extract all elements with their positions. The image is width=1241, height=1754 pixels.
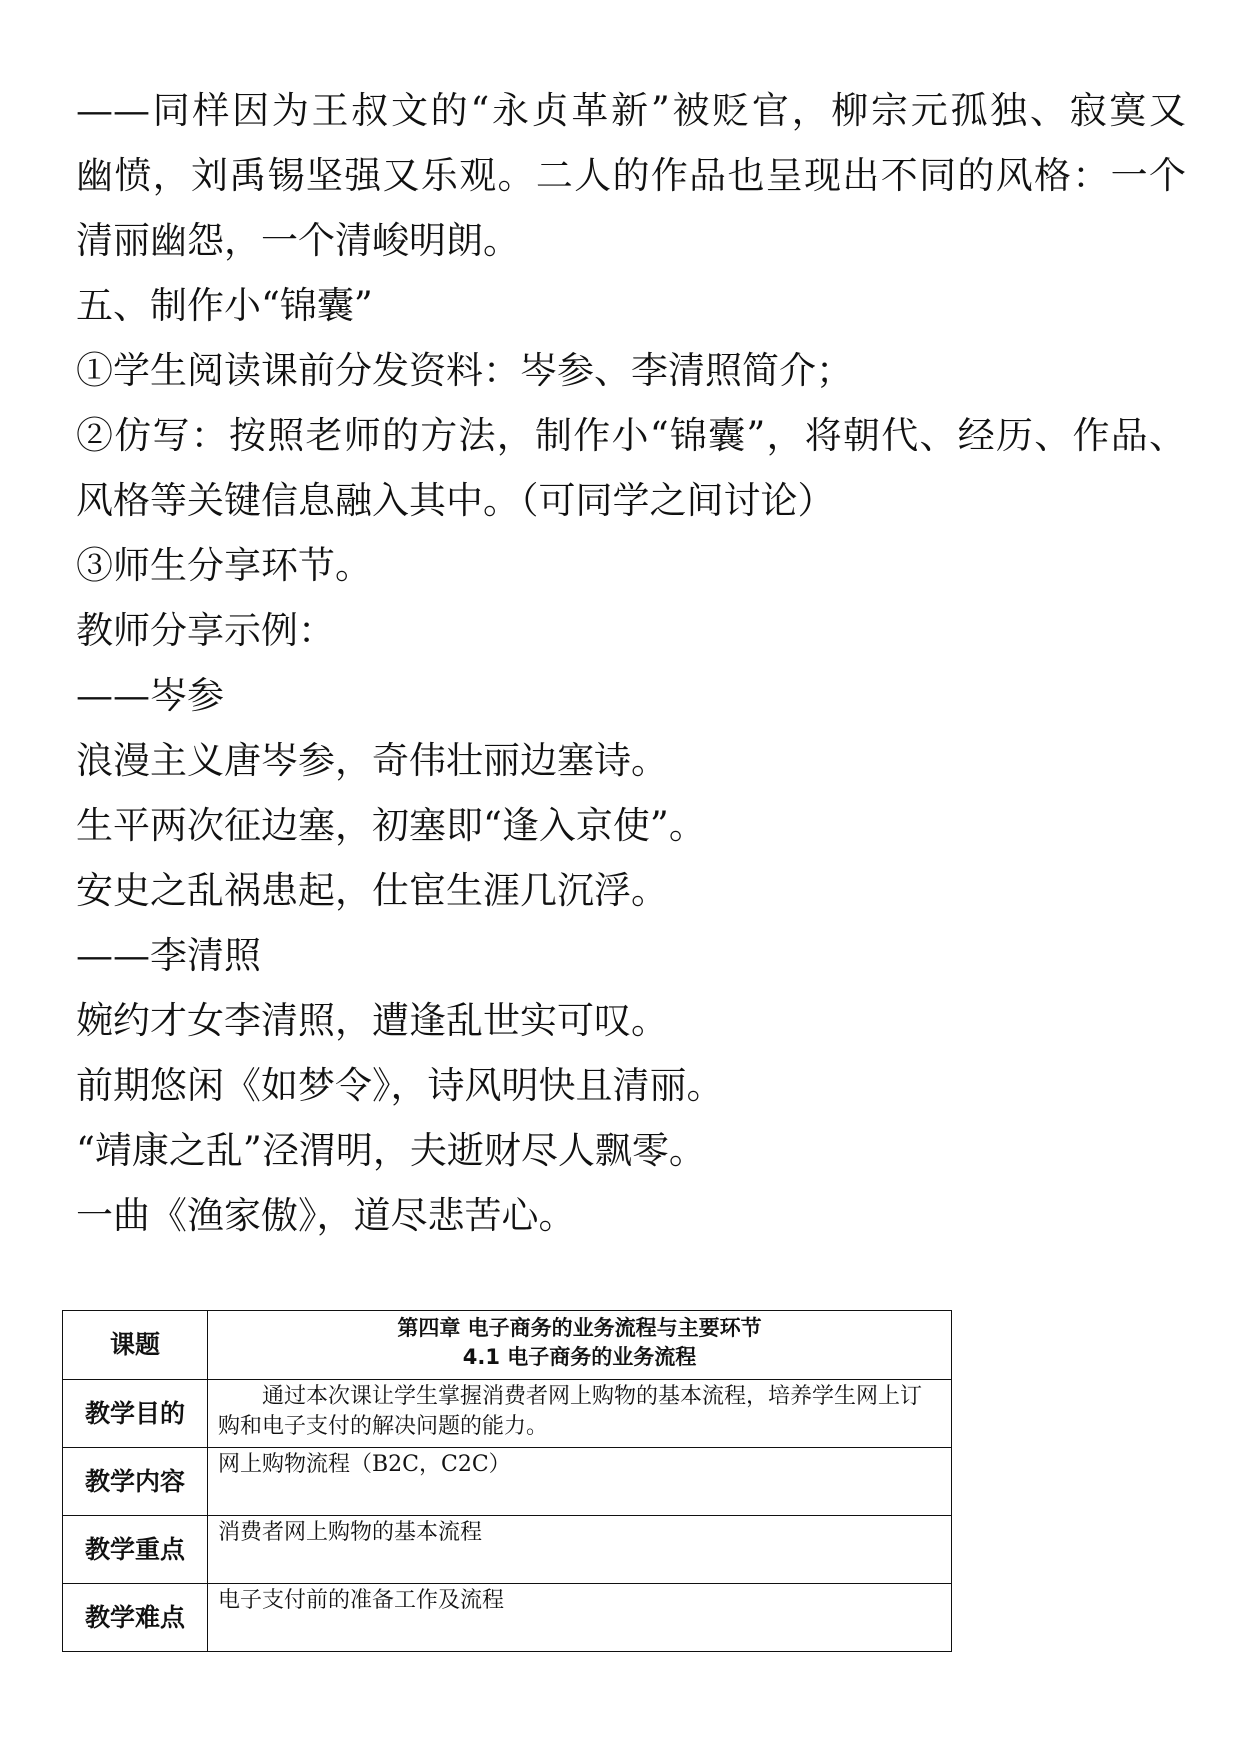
text-line: ——同样因为王叔文的“永贞革新”被贬官，柳宗元孤独、寂寞又 (76, 89, 1186, 132)
document-body (76, 78, 1186, 1248)
poet-heading: ——岑参 (76, 674, 224, 717)
poem-line: 一曲《渔家傲》，道尽悲苦心。 (76, 1194, 576, 1237)
poem-line: 安史之乱祸患起，仕宦生涯几沉浮。 (76, 869, 668, 912)
section-heading: 五、制作小“锦囊” (76, 284, 373, 327)
lesson-plan-table (62, 1310, 952, 1652)
text-line: 教师分享示例： (76, 609, 335, 652)
text-line: 幽愤，刘禹锡坚强又乐观。二人的作品也呈现出不同的风格：一个 (76, 154, 1186, 197)
content-label: 教学内容 (63, 1448, 208, 1516)
difficulty-value: 电子支付前的准备工作及流程 (208, 1584, 952, 1652)
difficulty-label: 教学难点 (63, 1584, 208, 1652)
topic-title-line: 第四章 电子商务的业务流程与主要环节 (397, 1316, 762, 1340)
goal-label: 教学目的 (63, 1380, 208, 1448)
table-row (63, 1584, 952, 1652)
topic-label: 课题 (63, 1311, 208, 1380)
table-row (63, 1311, 952, 1380)
poem-line: 婉约才女李清照，遭逢乱世实可叹。 (76, 999, 668, 1042)
text-line: ①学生阅读课前分发资料：岑参、李清照简介； (76, 349, 853, 392)
poem-line: 生平两次征边塞，初塞即“逢入京使”。 (76, 804, 706, 847)
text-line: ③师生分享环节。 (76, 544, 372, 587)
poem-line: “靖康之乱”泾渭明，夫逝财尽人飘零。 (76, 1129, 706, 1172)
text-line: 清丽幽怨，一个清峻明朗。 (76, 219, 520, 262)
key-point-label: 教学重点 (63, 1516, 208, 1584)
table-row (63, 1380, 952, 1448)
poem-line: 前期悠闲《如梦令》，诗风明快且清丽。 (76, 1064, 724, 1107)
table-row (63, 1448, 952, 1516)
goal-value: 通过本次课让学生掌握消费者网上购物的基本流程，培养学生网上订购和电子支付的解决问题的能力。 (208, 1380, 952, 1448)
topic-subtitle-line: 4.1 电子商务的业务流程 (462, 1345, 697, 1369)
poet-heading: ——李清照 (76, 934, 261, 977)
poem-line: 浪漫主义唐岑参，奇伟壮丽边塞诗。 (76, 739, 668, 782)
content-value: 网上购物流程（B2C，C2C） (208, 1448, 952, 1516)
topic-value (208, 1311, 952, 1380)
text-line: ②仿写：按照老师的方法，制作小“锦囊”，将朝代、经历、作品、 (76, 414, 1186, 457)
text-line: 风格等关键信息融入其中。（可同学之间讨论） (76, 479, 835, 522)
key-point-value: 消费者网上购物的基本流程 (208, 1516, 952, 1584)
table-row (63, 1516, 952, 1584)
